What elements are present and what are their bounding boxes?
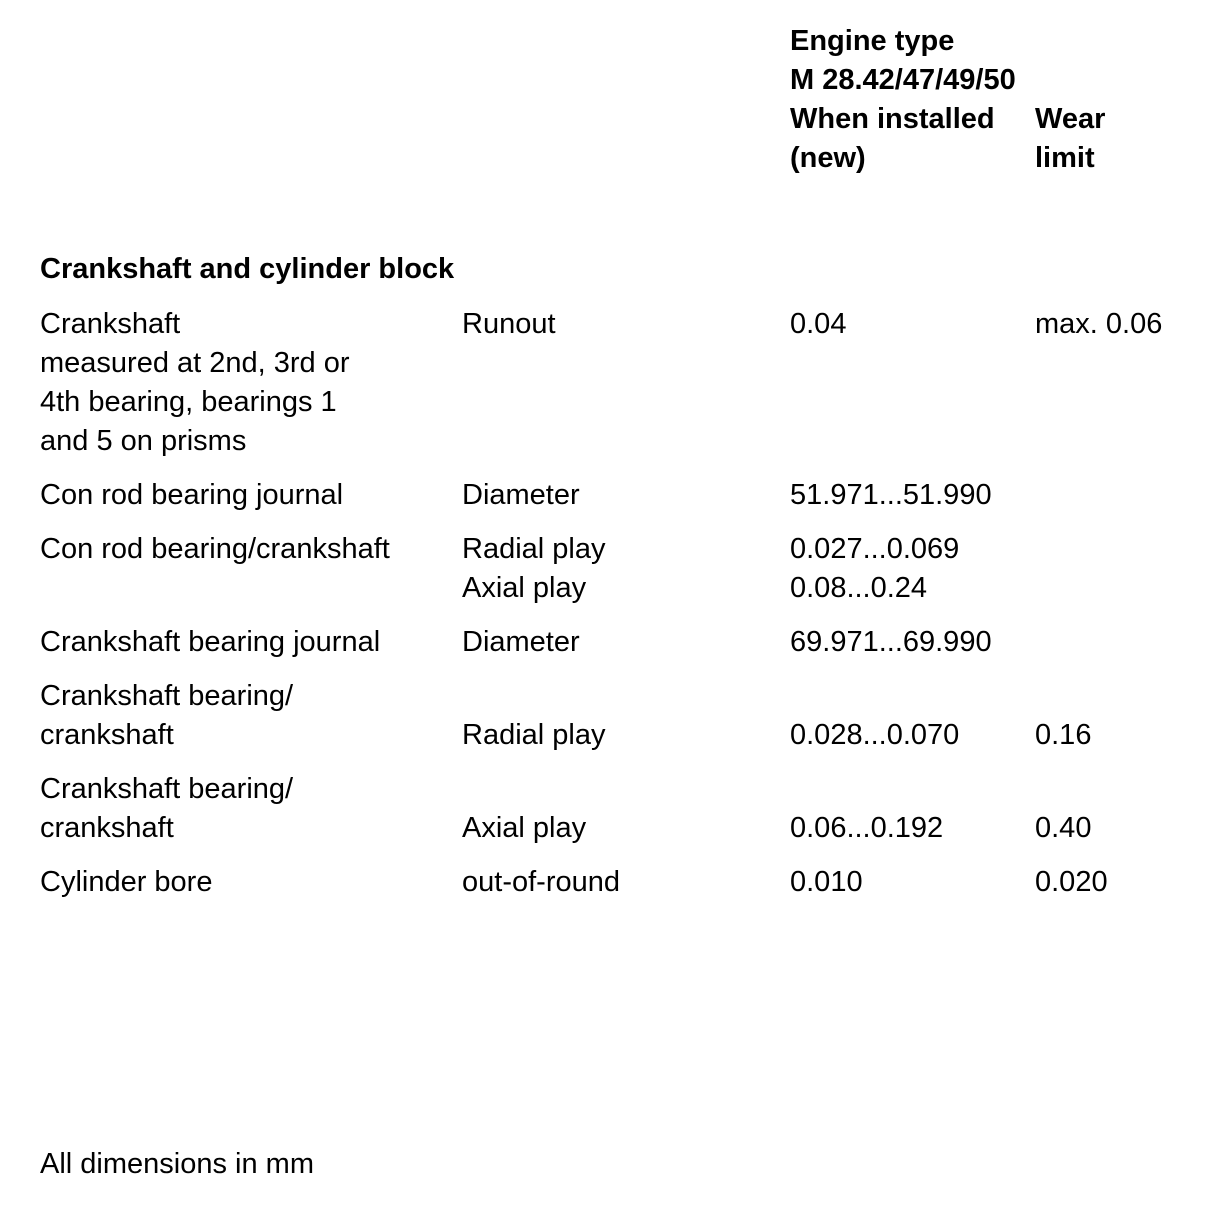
new-value-cell-line: 0.08...0.24 [790,572,928,604]
table-row [40,770,1200,848]
component-cell-line: crankshaft [40,812,174,844]
component-cell-line: Crankshaft [40,308,181,340]
footer-note: All dimensions in mm [40,1148,314,1180]
property-cell-line [462,770,790,809]
new-value-cell-line: 69.971...69.990 [790,626,992,658]
new-value-cell-line: 0.027...0.069 [790,533,960,565]
column-heading-wear [1035,100,1195,178]
table-row [40,530,1200,608]
property-cell-line: Axial play [462,812,587,844]
engine-model: M 28.42/47/49/50 [790,64,1016,96]
wear-limit-cell-line [1035,677,1195,716]
new-value-cell [790,530,1035,608]
wear-limit-cell [1035,305,1195,344]
wear-limit-cell [1035,770,1195,848]
new-value-cell [790,863,1035,902]
new-value-cell-line: 0.04 [790,308,847,340]
component-cell [40,476,462,515]
column-heading-new [790,100,1035,178]
component-cell [40,530,462,569]
new-value-cell-line: 0.010 [790,866,863,898]
table-row [40,305,1200,461]
wear-limit-cell-line [1035,770,1195,809]
property-cell-line: Radial play [462,719,606,751]
property-cell-line: Radial play [462,533,606,565]
property-cell-line: Axial play [462,572,587,604]
property-cell [462,305,790,344]
property-cell-line: out-of-round [462,866,620,898]
component-cell-line: Crankshaft bearing/ [40,773,294,805]
property-cell [462,863,790,902]
component-cell-line: measured at 2nd, 3rd or [40,347,350,379]
property-cell [462,770,790,848]
wear-limit-cell [1035,863,1195,902]
column-heading-new-line: When installed [790,103,995,135]
property-cell [462,623,790,662]
new-value-cell-line: 51.971...51.990 [790,479,992,511]
component-cell [40,305,462,461]
property-cell-line: Runout [462,308,556,340]
component-cell-line: 4th bearing, bearings 1 [40,386,337,418]
new-value-cell-line: 0.06...0.192 [790,812,944,844]
column-heading-wear-line: Wear [1035,103,1106,135]
property-cell [462,476,790,515]
spec-table [40,305,1200,917]
property-cell [462,677,790,755]
new-value-cell-line [790,677,1035,716]
wear-limit-cell [1035,677,1195,755]
property-cell-line: Diameter [462,626,580,658]
wear-limit-cell-line: 0.40 [1035,812,1092,844]
table-row [40,677,1200,755]
new-value-cell-line [790,770,1035,809]
table-row [40,623,1200,662]
component-cell [40,623,462,662]
column-heading-new-line: (new) [790,142,866,174]
component-cell-line: Cylinder bore [40,866,213,898]
component-cell-line: crankshaft [40,719,174,751]
property-cell-line [462,677,790,716]
section-title: Crankshaft and cylinder block [40,253,455,285]
table-row [40,863,1200,902]
component-cell-line: Con rod bearing journal [40,479,344,511]
component-cell-line: Con rod bearing/crankshaft [40,533,390,565]
new-value-cell-line: 0.028...0.070 [790,719,960,751]
wear-limit-cell-line: max. 0.06 [1035,308,1163,340]
new-value-cell [790,677,1035,755]
wear-limit-cell-line: 0.16 [1035,719,1092,751]
component-cell-line: and 5 on prisms [40,425,247,457]
new-value-cell [790,305,1035,344]
column-headings [790,100,1210,178]
component-cell-line: Crankshaft bearing/ [40,680,294,712]
component-cell-line: Crankshaft bearing journal [40,626,381,658]
component-cell [40,770,462,848]
column-heading-wear-line: limit [1035,142,1095,174]
table-header [790,22,1210,178]
new-value-cell [790,623,1035,662]
property-cell-line: Diameter [462,479,580,511]
component-cell [40,863,462,902]
component-cell [40,677,462,755]
property-cell [462,530,790,608]
table-row [40,476,1200,515]
wear-limit-cell-line: 0.020 [1035,866,1108,898]
new-value-cell [790,770,1035,848]
engine-type-label: Engine type [790,25,955,57]
new-value-cell [790,476,1035,515]
